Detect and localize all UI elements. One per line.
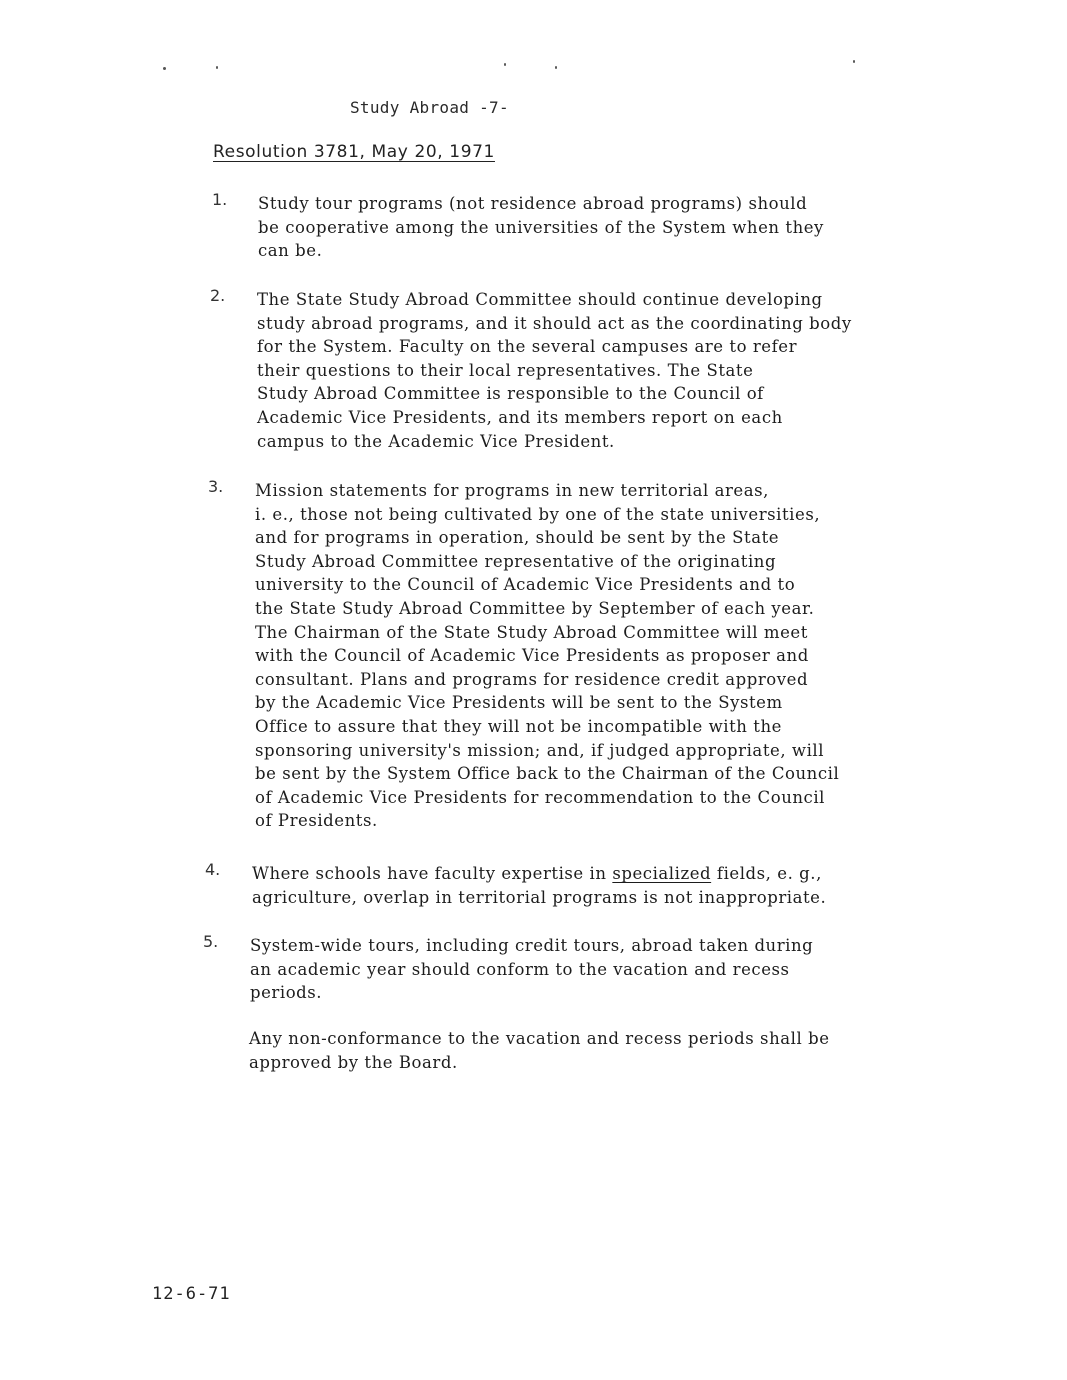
scan-speck <box>504 63 506 66</box>
item-text <box>252 862 972 909</box>
scan-speck <box>216 66 218 69</box>
item-text-part: Where schools have faculty expertise in <box>252 864 613 883</box>
item-number: 3. <box>208 477 224 496</box>
page-header: Study Abroad -7- <box>350 98 509 117</box>
scan-speck <box>163 67 166 70</box>
item-text: The State Study Abroad Committee should continue developing study abroad programs, and it should act as the coordinating body for the System. Faculty on the several campuses are to refer their questions to their local representatives. The State Study Abroad Committee is responsible to the Council of Academic Vice Presidents, and its members report on each campus to the Academic Vice President. <box>257 290 852 451</box>
item-text-part: fields, e. g., agriculture, overlap in territorial programs is not inappropriate. <box>252 864 827 907</box>
item-text: Mission statements for programs in new territorial areas, i. e., those not being cultivated by one of the state universities, and for programs in operation, should be sent by the State Study Abroad Committee representative of the originating university to the Council of Academic Vice Presidents and to the State Study Abroad Committee by September of each year. The Chairman of the State Study Abroad Committee will meet with the Council of Academic Vice Presidents as proposer and consultant. Plans and programs for residence credit approved by the Academic Vice Presidents will be sent to the System Office to assure that they will not be incompatible with the sponsoring university's mission; and, if judged appropriate, will be sent by the System Office back to the Chairman of the Council of Academic Vice Presidents for recommendation to the Council of Presidents. <box>255 481 840 831</box>
item-number: 5. <box>203 932 219 951</box>
item-text: System-wide tours, including credit tours, abroad taken during an academic year should conform to the vacation and recess periods. <box>250 936 814 1003</box>
page-footer-date: 12-6-71 <box>152 1284 231 1304</box>
scan-speck <box>555 66 557 69</box>
underlined-word: specialized <box>612 864 712 883</box>
item-text: Study tour programs (not residence abroad programs) should be cooperative among the universities of the System when they can be. <box>258 194 824 261</box>
item-number: 2. <box>210 286 226 305</box>
closing-paragraph: Any non-conformance to the vacation and recess periods shall be approved by the Board. <box>249 1029 830 1072</box>
scan-speck <box>853 60 855 63</box>
item-number: 4. <box>205 860 221 879</box>
item-number: 1. <box>212 190 228 209</box>
resolution-heading: Resolution 3781, May 20, 1971 <box>213 142 495 162</box>
